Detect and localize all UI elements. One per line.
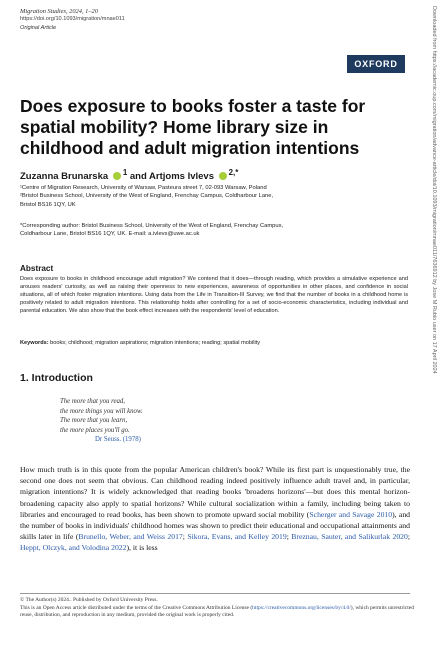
citation-link[interactable]: Heppt, Olczyk, and Volodina 2022 xyxy=(20,543,127,553)
author-superscript: 1 xyxy=(122,168,128,177)
body-paragraph xyxy=(20,464,410,554)
section-heading: 1. Introduction xyxy=(20,372,93,384)
author-name: Artjoms Ivlevs xyxy=(149,171,214,183)
body-text: ; xyxy=(286,532,292,542)
license-part: ), which permits unrestricted reuse, distribution, and reproduction in any medium, provided the original work is properly cited. xyxy=(20,604,414,619)
download-notice: Downloaded from https://academic.oup.com/migration/advance-article/doi/10.1093/migration/mnae011/7636912 by Jose M Rubio user on 17 April 2024 xyxy=(431,6,437,374)
download-sidebar xyxy=(428,0,438,663)
citation-link[interactable]: Sikora, Evans, and Kelley 2019 xyxy=(187,532,287,542)
author-joiner: and xyxy=(129,171,147,183)
body-text: ), and the number of books in individuals' childhood homes was shown to predict their educational and occupational attainments and skills later in life ( xyxy=(20,509,411,542)
author-line xyxy=(20,168,238,182)
author-name: Zuzanna Brunarska xyxy=(20,171,109,183)
footer-divider xyxy=(20,593,410,594)
body-text: ), it is less xyxy=(126,543,158,553)
body-text: ; xyxy=(407,532,410,542)
orcid-icon[interactable] xyxy=(113,172,121,180)
body-text: How much truth is in this quote from the popular American children's book? While its first part is unquestionably true, the second one does not seem that obvious. Can childhood reading indeed positively influence adult travel and, in particular, migration intentions? It is widely acknowledged that reading books 'broadens horizons'—but does this mental horizon-broadening capacity also apply to spatial horizons? While cultural socialization within a family, including being taken to libraries and encouraged to read books, has been shown to promote upward social mobility ( xyxy=(20,465,410,519)
license-footer xyxy=(20,597,415,620)
copyright-line: © The Author(s) 2024.. Published by Oxford University Press. xyxy=(20,597,158,603)
citation-link[interactable]: Brunello, Weber, and Weiss 2017 xyxy=(78,532,183,542)
epigraph-citation[interactable]: Dr Seuss. (1978) xyxy=(95,436,141,444)
author-superscript: 2,* xyxy=(228,168,239,177)
correspondence-line: *Corresponding author: Bristol Business School, University of the West of England, Frenchay Campus, xyxy=(20,223,284,229)
article-type: Original Article xyxy=(20,25,57,31)
license-text xyxy=(20,605,415,620)
affiliation-line: Bristol BS16 1QY, UK xyxy=(20,201,76,208)
orcid-icon[interactable] xyxy=(219,172,227,180)
epigraph-line: The more that you read, xyxy=(60,398,126,405)
abstract-text: Does exposure to books in childhood encourage adult migration? We contend that it does—through reading, which provides a simulative experience and arouses readers' curiosity, as well as raising their openness to new experiences, awareness of opportunities in other places, and confidence in social situations, all of which foster migration intentions. Using data from the Life in Transition-III Survey, we find that the number of books in a childhood home is positively related to adult migration intentions. This relationship holds after controlling for a set of socio-economic characteristics, including individual and parental education. We also show that the book effect increases with the respondents' level of education. xyxy=(20,276,408,315)
oxford-logo: OXFORD xyxy=(347,55,405,73)
epigraph xyxy=(60,397,143,445)
paper-title: Does exposure to books foster a taste for spatial mobility? Home library size in childhood and adult migration intentions xyxy=(20,96,366,158)
keywords xyxy=(20,339,408,347)
abstract-heading: Abstract xyxy=(20,264,54,273)
doi-link[interactable]: https://doi.org/10.1093/migration/mnae011 xyxy=(20,16,125,22)
citation-link[interactable]: Scherger and Savage 2010 xyxy=(309,509,393,519)
article-header xyxy=(20,8,380,32)
correspondence xyxy=(20,222,410,239)
epigraph-line: The more that you learn, xyxy=(60,417,128,425)
epigraph-line: the more things you will know. xyxy=(60,407,143,415)
affiliation-line: ²Bristol Business School, University of the West of England, Frenchay Campus, Coldharbour Lane, xyxy=(20,193,274,200)
correspondence-line: Coldharbour Lane, Bristol BS16 1QY, UK. E-mail: a.ivlevs@uwe.ac.uk xyxy=(20,231,200,238)
keywords-label: Keywords: xyxy=(20,340,49,346)
license-link[interactable]: https://creativecommons.org/licenses/by/4.0/ xyxy=(252,604,351,611)
affiliation-line: ¹Centre of Migration Research, University of Warsaw, Pasteura street 7, 02-093 Warsaw, Poland xyxy=(20,185,267,191)
journal-citation: Migration Studies, 2024, 1–20 xyxy=(20,8,98,15)
keywords-list: books; childhood; migration aspirations; migration intentions; reading; spatial mobility xyxy=(50,340,261,346)
epigraph-line: the more places you'll go. xyxy=(60,426,130,434)
license-part: This is an Open Access article distributed under the terms of the Creative Commons Attribution License ( xyxy=(20,604,253,611)
body-text: ; xyxy=(182,532,188,542)
citation-link[interactable]: Breznau, Sauter, and Salikurlak 2020 xyxy=(291,532,408,542)
affiliations xyxy=(20,184,410,209)
